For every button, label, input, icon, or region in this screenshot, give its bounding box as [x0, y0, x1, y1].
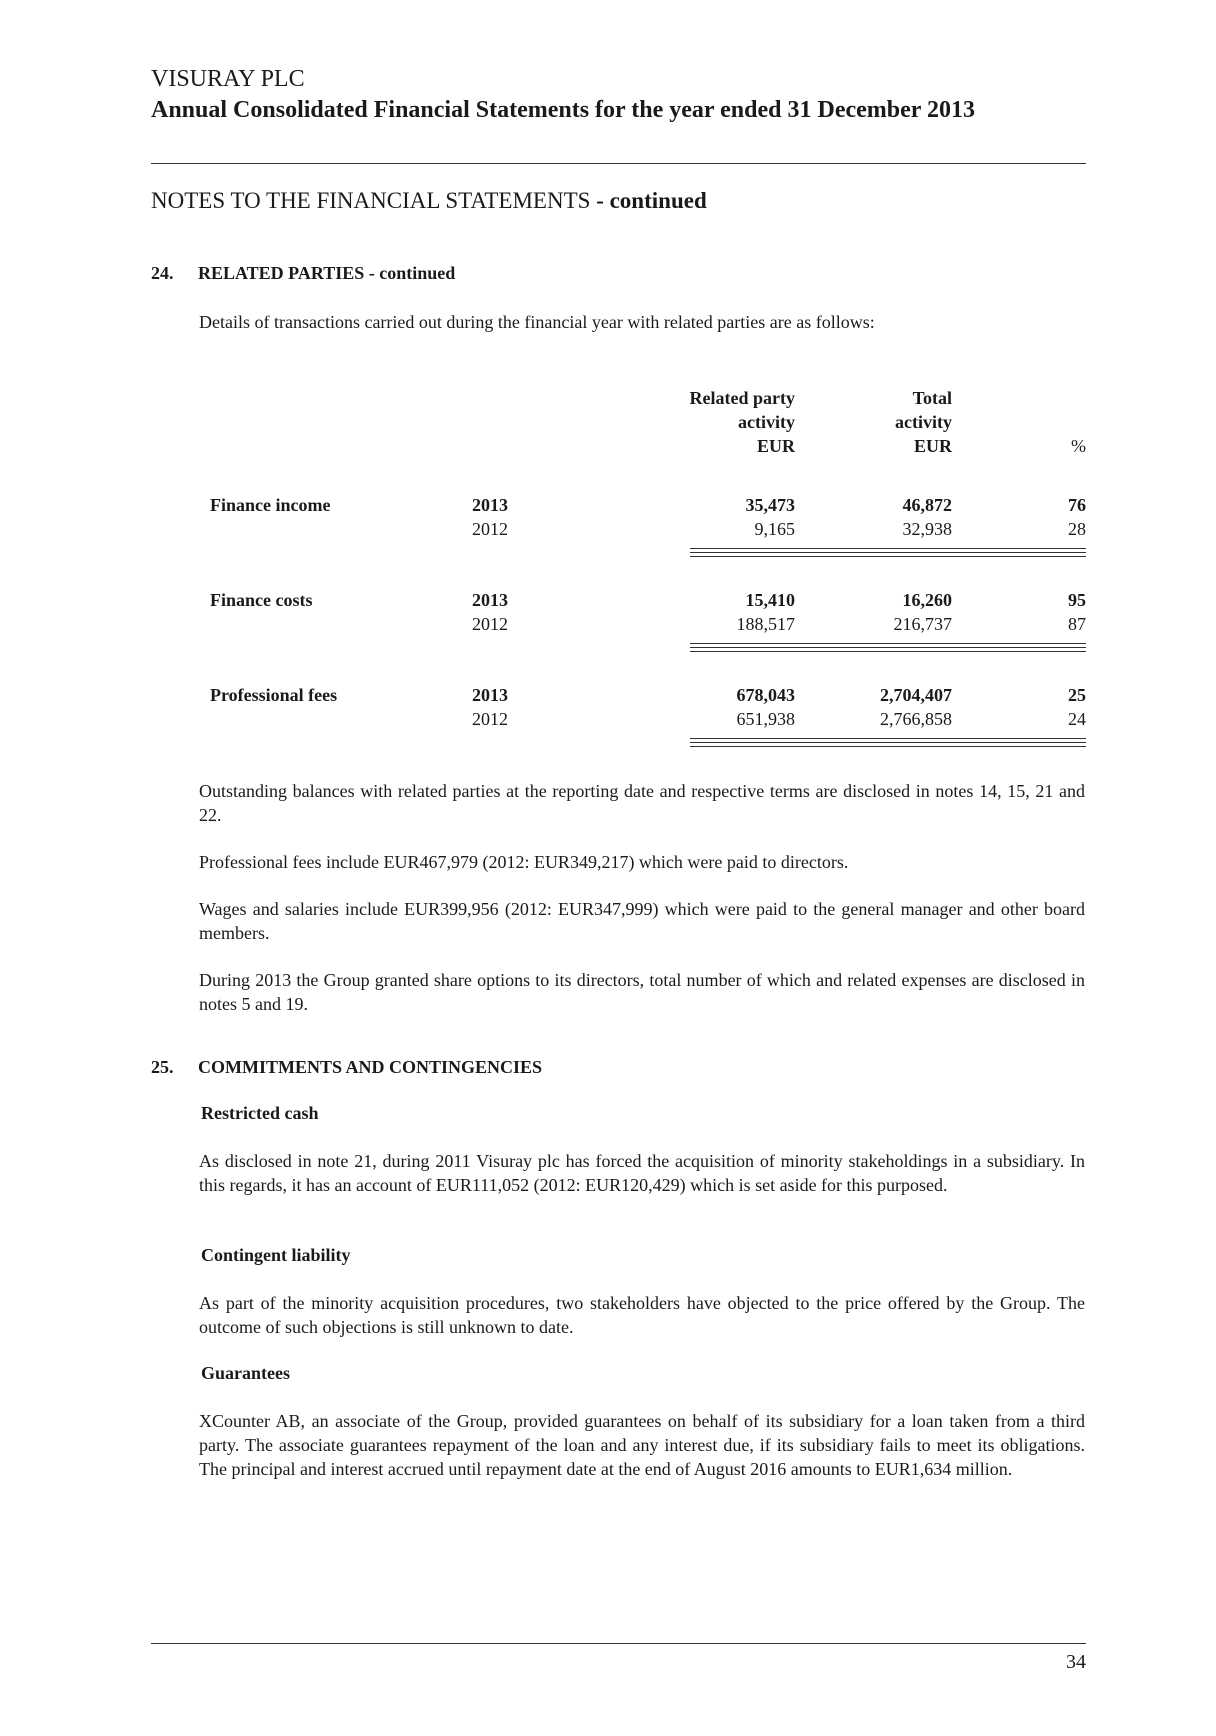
section-title: RELATED PARTIES - continued [198, 263, 456, 283]
cell-percent: 87 [1068, 614, 1086, 634]
table-double-rule [690, 552, 1086, 557]
section-number: 24. [151, 263, 174, 283]
cell-percent: 76 [1068, 495, 1086, 515]
cell-related: 188,517 [736, 614, 795, 634]
cell-related: 651,938 [736, 709, 795, 729]
cell-total: 2,766,858 [880, 709, 952, 729]
paragraph-share-options: During 2013 the Group granted share options to its directors, total number of which and related expenses are disclosed in notes 5 and 19. [199, 970, 1085, 1014]
paragraph-restricted-cash: As disclosed in note 21, during 2011 Visuray plc has forced the acquisition of minority stakeholdings in a subsidiary. In this regards, it has an account of EUR111,052 (2012: EUR120,429) which is set aside for this purposed. [199, 1151, 1085, 1195]
row-year: 2012 [472, 614, 508, 634]
cell-total: 32,938 [902, 519, 952, 539]
col-header-line: EUR [756, 436, 795, 456]
cell-total: 2,704,407 [880, 685, 952, 705]
col-header-related-party [600, 386, 795, 458]
col-header-total [800, 386, 952, 458]
row-year: 2013 [472, 685, 508, 705]
cell-total: 46,872 [902, 495, 952, 515]
cell-related: 9,165 [754, 519, 795, 539]
paragraph-wages-salaries: Wages and salaries include EUR399,956 (2012: EUR347,999) which were paid to the general manager and other board members. [199, 899, 1085, 943]
cell-related: 678,043 [736, 685, 795, 705]
row-year: 2013 [472, 495, 508, 515]
cell-related: 15,410 [745, 590, 795, 610]
cell-related: 35,473 [745, 495, 795, 515]
paragraph-professional-fees: Professional fees include EUR467,979 (2012: EUR349,217) which were paid to directors. [199, 852, 849, 872]
table-rule [690, 643, 1086, 644]
cell-percent: 28 [1068, 519, 1086, 539]
cell-percent: 24 [1068, 709, 1086, 729]
col-header-line: EUR [913, 436, 952, 456]
cell-percent: 25 [1068, 685, 1086, 705]
notes-title-suffix: - continued [596, 188, 707, 213]
header-divider [151, 163, 1086, 164]
document-subtitle: Annual Consolidated Financial Statements for the year ended 31 December 2013 [151, 97, 975, 123]
footer-divider [151, 1643, 1086, 1644]
page-number: 34 [1066, 1651, 1086, 1673]
table-rule [690, 548, 1086, 549]
subheading-contingent-liability: Contingent liability [201, 1245, 351, 1265]
cell-total: 216,737 [893, 614, 952, 634]
cell-total: 16,260 [902, 590, 952, 610]
section-number: 25. [151, 1057, 174, 1077]
col-header-percent: % [1071, 436, 1086, 456]
row-year: 2013 [472, 590, 508, 610]
company-name: VISURAY PLC [151, 66, 305, 92]
section-title: COMMITMENTS AND CONTINGENCIES [198, 1057, 543, 1077]
table-rule [690, 738, 1086, 739]
row-label-finance-costs: Finance costs [210, 590, 313, 610]
section-24-intro: Details of transactions carried out during the financial year with related parties are as follows: [199, 312, 875, 332]
col-header-line: activity [895, 412, 952, 432]
col-header-line: Total [912, 388, 952, 408]
subheading-guarantees: Guarantees [201, 1363, 290, 1383]
col-header-line: activity [738, 412, 795, 432]
paragraph-guarantees: XCounter AB, an associate of the Group, provided guarantees on behalf of its subsidiary for a loan taken from a third party. The associate guarantees repayment of the loan and any interest due, if its subsidiary fails to meet its obligations. The principal and interest accrued until repayment date at the end of August 2016 amounts to EUR1,634 million. [199, 1411, 1085, 1479]
table-double-rule [690, 742, 1086, 747]
row-year: 2012 [472, 519, 508, 539]
notes-title-main: NOTES TO THE FINANCIAL STATEMENTS [151, 188, 591, 213]
row-label-finance-income: Finance income [210, 495, 331, 515]
paragraph-contingent-liability: As part of the minority acquisition procedures, two stakeholders have objected to the price offered by the Group. The outcome of such objections is still unknown to date. [199, 1293, 1085, 1337]
row-label-professional-fees: Professional fees [210, 685, 338, 705]
row-year: 2012 [472, 709, 508, 729]
col-header-line: Related party [689, 388, 795, 408]
notes-title [151, 188, 707, 214]
subheading-restricted-cash: Restricted cash [201, 1103, 319, 1123]
paragraph-outstanding-balances: Outstanding balances with related parties at the reporting date and respective terms are disclosed in notes 14, 15, 21 and 22. [199, 781, 1085, 825]
table-double-rule [690, 647, 1086, 652]
cell-percent: 95 [1068, 590, 1086, 610]
